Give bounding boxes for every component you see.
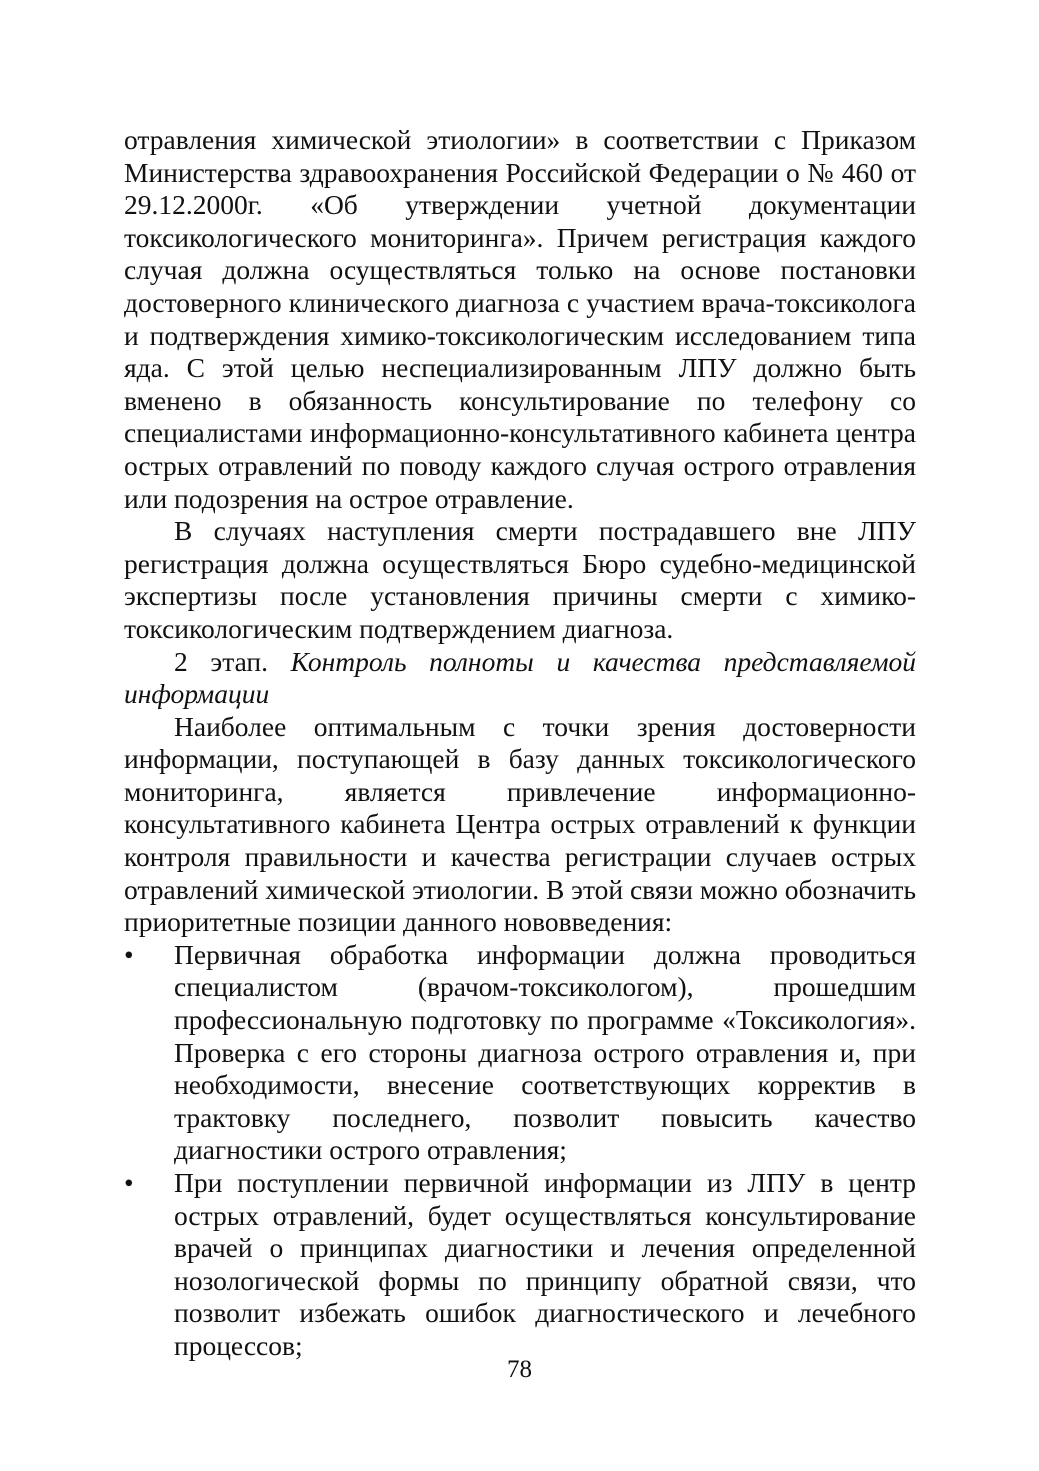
stage-label: 2 этап. <box>174 645 291 677</box>
priority-list <box>124 939 916 1363</box>
list-item-text: При поступлении первичной информации из ЛПУ в центр острых отравлений, будет осуществляться консультирование врачей о принципах диагностики и лечения определенной нозологической формы по принципу обратной связи, что позволит избежать ошибок диагностического и лечебного процессов; <box>174 1167 916 1361</box>
page-number: 78 <box>507 1356 532 1383</box>
paragraph-monitoring-control: Наиболее оптимальным с точки зрения достоверности информации, поступающей в базу данных токсикологического мониторинга, является привлечение информационно-консультативного кабинета Центра острых отравлений к функции контроля правильности и качества регистрации случаев острых отравлений химической этиологии. В этой связи можно обозначить приоритетные позиции данного нововведения: <box>124 710 916 938</box>
stage-title: Контроль полноты и качества представляемой информации <box>124 645 916 710</box>
bullet-icon: • <box>124 1167 134 1198</box>
bullet-icon: • <box>124 938 134 970</box>
list-item-text: Первичная обработка информации должна проводиться специалистом (врачом-токсикологом), прошедшим профессиональную подготовку по программе «Токсикология». Проверка с его стороны диагноза острого отравления и, при необходимости, внесение соответствующих корректив в трактовку последнего, позволит повысить качество диагностики острого отравления; <box>174 938 916 1166</box>
list-item <box>124 1167 916 1363</box>
document-page <box>124 124 916 1363</box>
paragraph-toxicology-registration: отравления химической этиологии» в соответствии с Приказом Министерства здравоохранения Российской Федерации о № 460 от 29.12.2000г. «Об утверждении учетной документации токсикологического мониторинга». Причем регистрация каждого случая должна осуществляться только на основе постановки достоверного клинического диагноза с участием врача-токсиколога и подтверждения химико-токсикологическим исследованием типа яда. С этой целью неспециализированным ЛПУ должно быть вменено в обязанность консультирование по телефону со специалистами информационно-консультативного кабинета центра острых отравлений по поводу каждого случая острого отравления или подозрения на острое отравление. <box>124 124 916 514</box>
list-item <box>124 939 916 1167</box>
stage-heading <box>124 646 916 711</box>
paragraph-death-registration: В случаях наступления смерти пострадавшего вне ЛПУ регистрация должна осуществляться Бюро судебно-медицинской экспертизы после установления причины смерти с химико-токсикологическим подтверждением диагноза. <box>124 515 916 644</box>
